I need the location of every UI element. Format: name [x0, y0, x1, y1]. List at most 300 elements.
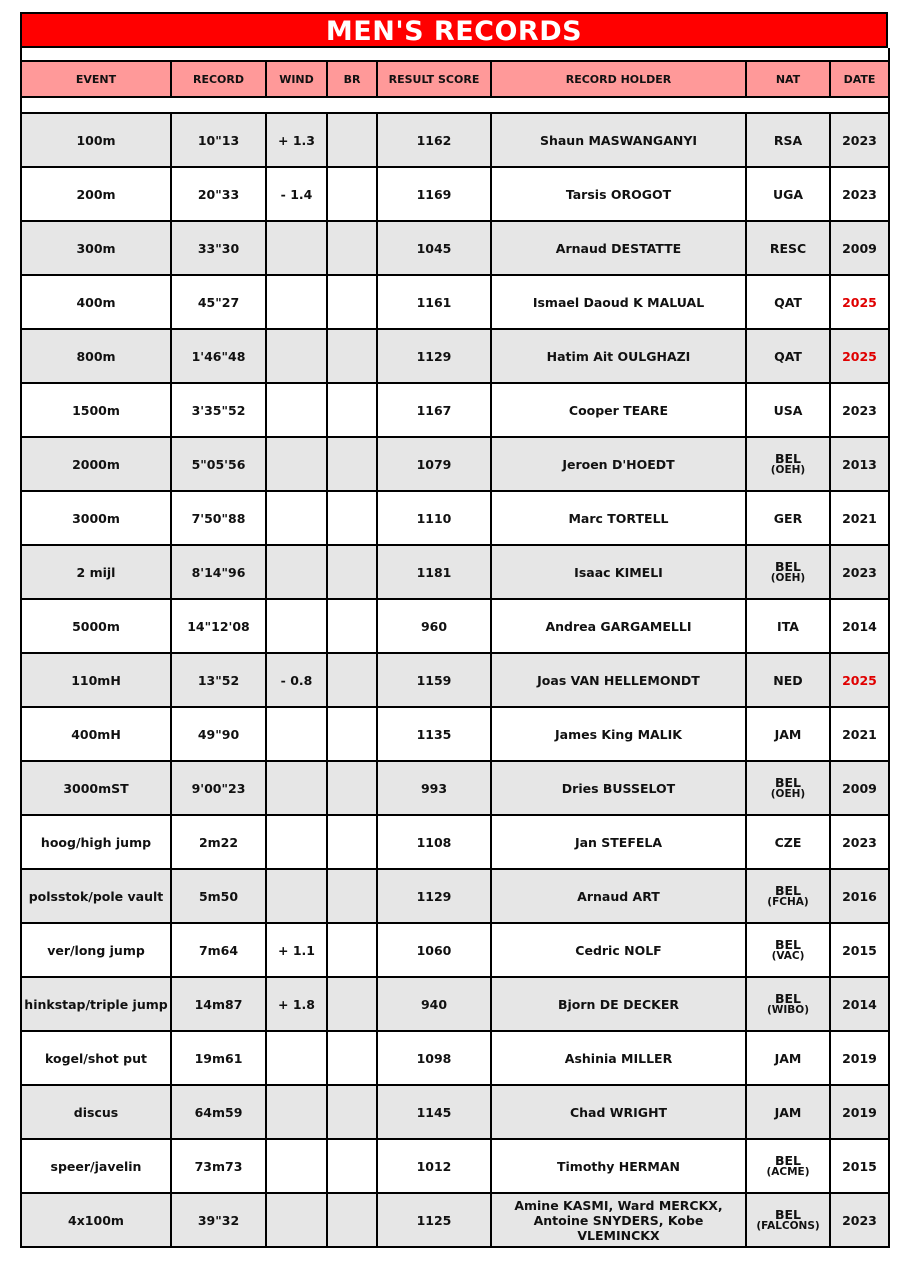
- event-cell: [21, 653, 171, 707]
- record-cell: [171, 869, 266, 923]
- holder-cell: [491, 707, 746, 761]
- wind-cell: [266, 599, 327, 653]
- holder-cell-text: James King MALIK: [555, 726, 682, 742]
- score-cell: [377, 869, 491, 923]
- score-cell: [377, 437, 491, 491]
- date-cell: [830, 815, 889, 869]
- holder-cell: [491, 113, 746, 167]
- nat-code: BEL: [774, 937, 802, 952]
- event-cell: [21, 329, 171, 383]
- nat-cell: [746, 653, 830, 707]
- br-cell: [327, 437, 377, 491]
- br-cell: [327, 815, 377, 869]
- holder-cell: [491, 437, 746, 491]
- record-cell-text: 73m73: [194, 1158, 243, 1174]
- nat-cell: [746, 275, 830, 329]
- holder-cell-text: Cooper TEARE: [568, 402, 669, 418]
- br-cell: [327, 167, 377, 221]
- holder-cell-text: Arnaud ART: [577, 888, 660, 904]
- records-table: [20, 48, 890, 1248]
- nat-club: (WIBO): [766, 1004, 809, 1016]
- holder-cell: [491, 545, 746, 599]
- holder-cell-text: Hatim Ait OULGHAZI: [546, 348, 691, 364]
- holder-cell: [491, 923, 746, 977]
- date-cell: [830, 113, 889, 167]
- date-cell-text: 2014: [842, 996, 877, 1012]
- holder-cell: [491, 1193, 746, 1247]
- score-cell: [377, 545, 491, 599]
- score-cell-text: 1129: [416, 348, 452, 364]
- nat-code: JAM: [774, 1050, 802, 1066]
- record-cell: [171, 545, 266, 599]
- holder-cell: [491, 599, 746, 653]
- nat-code: QAT: [774, 348, 802, 364]
- score-cell-text: 1079: [416, 456, 452, 472]
- record-cell: [171, 437, 266, 491]
- table-row: [21, 1139, 889, 1193]
- date-cell-text: 2009: [842, 780, 877, 796]
- br-cell: [327, 329, 377, 383]
- holder-cell-text: Tarsis OROGOT: [565, 186, 672, 202]
- event-cell: [21, 167, 171, 221]
- column-header-result-score: RESULT SCORE: [377, 61, 491, 97]
- date-cell-text: 2016: [842, 888, 877, 904]
- event-cell: [21, 275, 171, 329]
- table-row: [21, 1085, 889, 1139]
- table-row: [21, 653, 889, 707]
- record-cell-text: 45"27: [197, 294, 240, 310]
- record-cell-text: 7m64: [198, 942, 239, 958]
- event-cell-text: 1500m: [72, 402, 120, 418]
- nat-code: GER: [773, 510, 803, 526]
- wind-cell: [266, 761, 327, 815]
- score-cell-text: 1098: [416, 1050, 452, 1066]
- wind-cell: [266, 977, 327, 1031]
- wind-cell: [266, 383, 327, 437]
- event-cell-text: polsstok/pole vault: [28, 888, 164, 904]
- table-row: [21, 221, 889, 275]
- date-cell-text: 2013: [842, 456, 877, 472]
- nat-club: (FCHA): [767, 896, 809, 908]
- record-cell-text: 39"32: [197, 1212, 240, 1228]
- date-cell: [830, 1139, 889, 1193]
- event-cell-text: ver/long jump: [47, 942, 145, 958]
- event-cell: [21, 815, 171, 869]
- holder-cell-text: Amine KASMI, Ward MERCKX, Antoine SNYDERS, Kobe VLEMINCKX: [514, 1197, 723, 1243]
- score-cell: [377, 1031, 491, 1085]
- holder-cell: [491, 1085, 746, 1139]
- date-cell: [830, 167, 889, 221]
- br-cell: [327, 221, 377, 275]
- table-row: [21, 1193, 889, 1247]
- table-row: [21, 869, 889, 923]
- date-cell-text: 2025: [842, 348, 877, 364]
- nat-cell: [746, 383, 830, 437]
- wind-cell-text: + 1.8: [278, 996, 315, 1012]
- date-cell-text: 2015: [842, 1158, 877, 1174]
- holder-cell-text: Shaun MASWANGANYI: [539, 132, 698, 148]
- nat-cell: [746, 437, 830, 491]
- date-cell-text: 2021: [842, 510, 877, 526]
- record-cell-text: 14m87: [194, 996, 243, 1012]
- record-cell: [171, 1193, 266, 1247]
- score-cell-text: 1129: [416, 888, 452, 904]
- br-cell: [327, 599, 377, 653]
- header-spacer-row: [21, 97, 889, 113]
- br-cell: [327, 491, 377, 545]
- event-cell-text: 200m: [76, 186, 116, 202]
- event-cell: [21, 707, 171, 761]
- holder-cell-text: Jan STEFELA: [574, 834, 663, 850]
- nat-cell: [746, 491, 830, 545]
- score-cell: [377, 1085, 491, 1139]
- wind-cell: [266, 869, 327, 923]
- event-cell: [21, 599, 171, 653]
- record-cell: [171, 977, 266, 1031]
- record-cell-text: 5"05'56: [191, 456, 246, 472]
- table-row: [21, 977, 889, 1031]
- holder-cell: [491, 761, 746, 815]
- nat-code: CZE: [774, 834, 802, 850]
- record-cell: [171, 707, 266, 761]
- event-cell-text: 5000m: [72, 618, 120, 634]
- wind-cell-text: - 0.8: [280, 672, 313, 688]
- nat-code: BEL: [774, 1153, 802, 1168]
- wind-cell-text: - 1.4: [280, 186, 313, 202]
- table-row: [21, 167, 889, 221]
- event-cell: [21, 1031, 171, 1085]
- score-cell: [377, 977, 491, 1031]
- event-cell-text: 2000m: [72, 456, 120, 472]
- table-row: [21, 545, 889, 599]
- holder-cell-text: Marc TORTELL: [568, 510, 669, 526]
- date-cell: [830, 275, 889, 329]
- holder-cell: [491, 869, 746, 923]
- score-cell-text: 1110: [416, 510, 452, 526]
- nat-code: BEL: [774, 1207, 802, 1222]
- wind-cell: [266, 653, 327, 707]
- nat-code: BEL: [774, 559, 802, 574]
- event-cell: [21, 977, 171, 1031]
- holder-cell: [491, 491, 746, 545]
- date-cell: [830, 437, 889, 491]
- score-cell: [377, 815, 491, 869]
- score-cell-text: 1161: [416, 294, 452, 310]
- event-cell-text: 300m: [76, 240, 116, 256]
- score-cell-text: 1169: [416, 186, 452, 202]
- nat-cell: [746, 869, 830, 923]
- event-cell-text: 4x100m: [68, 1212, 124, 1228]
- nat-code: UGA: [772, 186, 804, 202]
- header-row: [21, 61, 889, 97]
- records-sheet: [20, 12, 888, 1248]
- score-cell: [377, 707, 491, 761]
- event-cell-text: 800m: [76, 348, 116, 364]
- event-cell-text: 3000mST: [63, 780, 129, 796]
- nat-cell: [746, 1193, 830, 1247]
- date-cell-text: 2023: [842, 834, 877, 850]
- event-cell-text: 3000m: [72, 510, 120, 526]
- holder-cell-text: Andrea GARGAMELLI: [545, 618, 692, 634]
- score-cell-text: 960: [420, 618, 448, 634]
- date-cell: [830, 977, 889, 1031]
- nat-code: BEL: [774, 991, 802, 1006]
- record-cell-text: 64m59: [194, 1104, 243, 1120]
- score-cell-text: 1060: [416, 942, 452, 958]
- event-cell: [21, 923, 171, 977]
- holder-cell: [491, 977, 746, 1031]
- score-cell-text: 1159: [416, 672, 452, 688]
- score-cell: [377, 1139, 491, 1193]
- record-cell-text: 10"13: [197, 132, 240, 148]
- nat-cell: [746, 815, 830, 869]
- nat-cell: [746, 1139, 830, 1193]
- column-header-date: DATE: [830, 61, 889, 97]
- table-row: [21, 761, 889, 815]
- holder-cell-text: Timothy HERMAN: [557, 1158, 680, 1174]
- wind-cell: [266, 275, 327, 329]
- holder-cell-text: Chad WRIGHT: [569, 1104, 668, 1120]
- holder-cell-text: Ashinia MILLER: [564, 1050, 673, 1066]
- nat-code: BEL: [774, 451, 802, 466]
- date-cell-text: 2023: [842, 132, 877, 148]
- record-cell: [171, 221, 266, 275]
- record-cell-text: 1'46"48: [191, 348, 246, 364]
- event-cell: [21, 437, 171, 491]
- table-row: [21, 329, 889, 383]
- date-cell: [830, 707, 889, 761]
- date-cell: [830, 923, 889, 977]
- br-cell: [327, 761, 377, 815]
- event-cell-text: 100m: [76, 132, 116, 148]
- br-cell: [327, 113, 377, 167]
- date-cell: [830, 545, 889, 599]
- score-cell-text: 1045: [416, 240, 452, 256]
- date-cell-text: 2023: [842, 402, 877, 418]
- date-cell: [830, 761, 889, 815]
- wind-cell-text: + 1.3: [278, 132, 315, 148]
- nat-cell: [746, 977, 830, 1031]
- event-cell: [21, 761, 171, 815]
- date-cell-text: 2014: [842, 618, 877, 634]
- event-cell: [21, 1139, 171, 1193]
- date-cell: [830, 1193, 889, 1247]
- record-cell: [171, 1085, 266, 1139]
- nat-cell: [746, 221, 830, 275]
- holder-cell-text: Bjorn DE DECKER: [557, 996, 680, 1012]
- nat-code: BEL: [774, 883, 802, 898]
- nat-club: (VAC): [771, 950, 805, 962]
- score-cell: [377, 491, 491, 545]
- table-row: [21, 599, 889, 653]
- table-row: [21, 923, 889, 977]
- event-cell: [21, 491, 171, 545]
- date-cell-text: 2023: [842, 1212, 877, 1228]
- date-cell-text: 2009: [842, 240, 877, 256]
- table-row: [21, 1031, 889, 1085]
- nat-club: (OEH): [770, 464, 806, 476]
- date-cell-text: 2015: [842, 942, 877, 958]
- date-cell: [830, 1085, 889, 1139]
- nat-code: USA: [773, 402, 803, 418]
- nat-code: RSA: [773, 132, 803, 148]
- wind-cell: [266, 167, 327, 221]
- date-cell: [830, 653, 889, 707]
- record-cell-text: 5m50: [198, 888, 239, 904]
- nat-cell: [746, 329, 830, 383]
- column-header-record: RECORD: [171, 61, 266, 97]
- wind-cell: [266, 113, 327, 167]
- wind-cell: [266, 221, 327, 275]
- event-cell-text: hinkstap/triple jump: [24, 996, 168, 1012]
- date-cell-text: 2019: [842, 1050, 877, 1066]
- nat-code: ITA: [777, 618, 799, 634]
- br-cell: [327, 923, 377, 977]
- wind-cell: [266, 1031, 327, 1085]
- event-cell-text: discus: [73, 1104, 119, 1120]
- event-cell-text: 2 mijl: [76, 564, 116, 580]
- nat-club: (OEH): [770, 788, 806, 800]
- br-cell: [327, 977, 377, 1031]
- record-cell: [171, 1139, 266, 1193]
- event-cell: [21, 545, 171, 599]
- record-cell-text: 49"90: [197, 726, 240, 742]
- wind-cell: [266, 1085, 327, 1139]
- score-cell: [377, 275, 491, 329]
- holder-cell: [491, 1139, 746, 1193]
- record-cell: [171, 167, 266, 221]
- holder-cell-text: Dries BUSSELOT: [561, 780, 676, 796]
- event-cell-text: 110mH: [71, 672, 121, 688]
- event-cell-text: 400mH: [71, 726, 121, 742]
- br-cell: [327, 653, 377, 707]
- record-cell-text: 19m61: [194, 1050, 243, 1066]
- date-cell: [830, 599, 889, 653]
- nat-club: (OEH): [770, 572, 806, 584]
- wind-cell: [266, 707, 327, 761]
- nat-cell: [746, 113, 830, 167]
- date-cell: [830, 221, 889, 275]
- holder-cell: [491, 383, 746, 437]
- record-cell: [171, 761, 266, 815]
- record-cell: [171, 1031, 266, 1085]
- score-cell-text: 940: [420, 996, 448, 1012]
- score-cell: [377, 113, 491, 167]
- column-header-wind: WIND: [266, 61, 327, 97]
- nat-cell: [746, 545, 830, 599]
- br-cell: [327, 383, 377, 437]
- nat-club: (FALCONS): [756, 1220, 820, 1232]
- nat-cell: [746, 761, 830, 815]
- holder-cell-text: Arnaud DESTATTE: [555, 240, 682, 256]
- score-cell: [377, 329, 491, 383]
- wind-cell: [266, 329, 327, 383]
- table-row: [21, 815, 889, 869]
- record-cell-text: 2m22: [198, 834, 239, 850]
- column-header-br: BR: [327, 61, 377, 97]
- wind-cell: [266, 815, 327, 869]
- br-cell: [327, 545, 377, 599]
- record-cell: [171, 113, 266, 167]
- record-cell-text: 13"52: [197, 672, 240, 688]
- date-cell-text: 2025: [842, 672, 877, 688]
- nat-cell: [746, 599, 830, 653]
- br-cell: [327, 1085, 377, 1139]
- br-cell: [327, 275, 377, 329]
- column-header-event: EVENT: [21, 61, 171, 97]
- score-cell-text: 1125: [416, 1212, 452, 1228]
- holder-cell: [491, 275, 746, 329]
- holder-cell: [491, 167, 746, 221]
- nat-code: QAT: [774, 294, 802, 310]
- date-cell-text: 2021: [842, 726, 877, 742]
- record-cell: [171, 383, 266, 437]
- holder-cell-text: Jeroen D'HOEDT: [562, 456, 675, 472]
- record-cell-text: 7'50"88: [191, 510, 246, 526]
- record-cell-text: 9'00"23: [191, 780, 246, 796]
- record-cell-text: 3'35"52: [191, 402, 246, 418]
- event-cell-text: hoog/high jump: [40, 834, 152, 850]
- table-row: [21, 383, 889, 437]
- br-cell: [327, 1193, 377, 1247]
- holder-cell: [491, 653, 746, 707]
- event-cell: [21, 869, 171, 923]
- event-cell: [21, 383, 171, 437]
- score-cell-text: 1108: [416, 834, 452, 850]
- record-cell-text: 20"33: [197, 186, 240, 202]
- date-cell: [830, 869, 889, 923]
- holder-cell: [491, 815, 746, 869]
- date-cell: [830, 491, 889, 545]
- br-cell: [327, 869, 377, 923]
- record-cell: [171, 599, 266, 653]
- score-cell: [377, 653, 491, 707]
- record-cell-text: 14"12'08: [187, 618, 250, 634]
- score-cell: [377, 167, 491, 221]
- score-cell: [377, 761, 491, 815]
- holder-cell-text: Isaac KIMELI: [574, 564, 663, 580]
- score-cell-text: 1162: [416, 132, 452, 148]
- record-cell-text: 33"30: [197, 240, 240, 256]
- date-cell: [830, 329, 889, 383]
- event-cell-text: speer/javelin: [50, 1158, 142, 1174]
- score-cell: [377, 1193, 491, 1247]
- wind-cell-text: + 1.1: [278, 942, 315, 958]
- nat-cell: [746, 167, 830, 221]
- wind-cell: [266, 923, 327, 977]
- nat-cell: [746, 923, 830, 977]
- wind-cell: [266, 545, 327, 599]
- event-cell: [21, 113, 171, 167]
- br-cell: [327, 707, 377, 761]
- table-row: [21, 437, 889, 491]
- event-cell: [21, 1085, 171, 1139]
- column-header-nat: NAT: [746, 61, 830, 97]
- nat-code: BEL: [774, 775, 802, 790]
- nat-cell: [746, 707, 830, 761]
- nat-cell: [746, 1085, 830, 1139]
- date-cell-text: 2023: [842, 186, 877, 202]
- event-cell: [21, 221, 171, 275]
- record-cell: [171, 491, 266, 545]
- table-row: [21, 113, 889, 167]
- score-cell: [377, 923, 491, 977]
- record-cell: [171, 275, 266, 329]
- score-cell-text: 1181: [416, 564, 452, 580]
- record-cell: [171, 329, 266, 383]
- holder-cell-text: Ismael Daoud K MALUAL: [532, 294, 705, 310]
- record-cell: [171, 653, 266, 707]
